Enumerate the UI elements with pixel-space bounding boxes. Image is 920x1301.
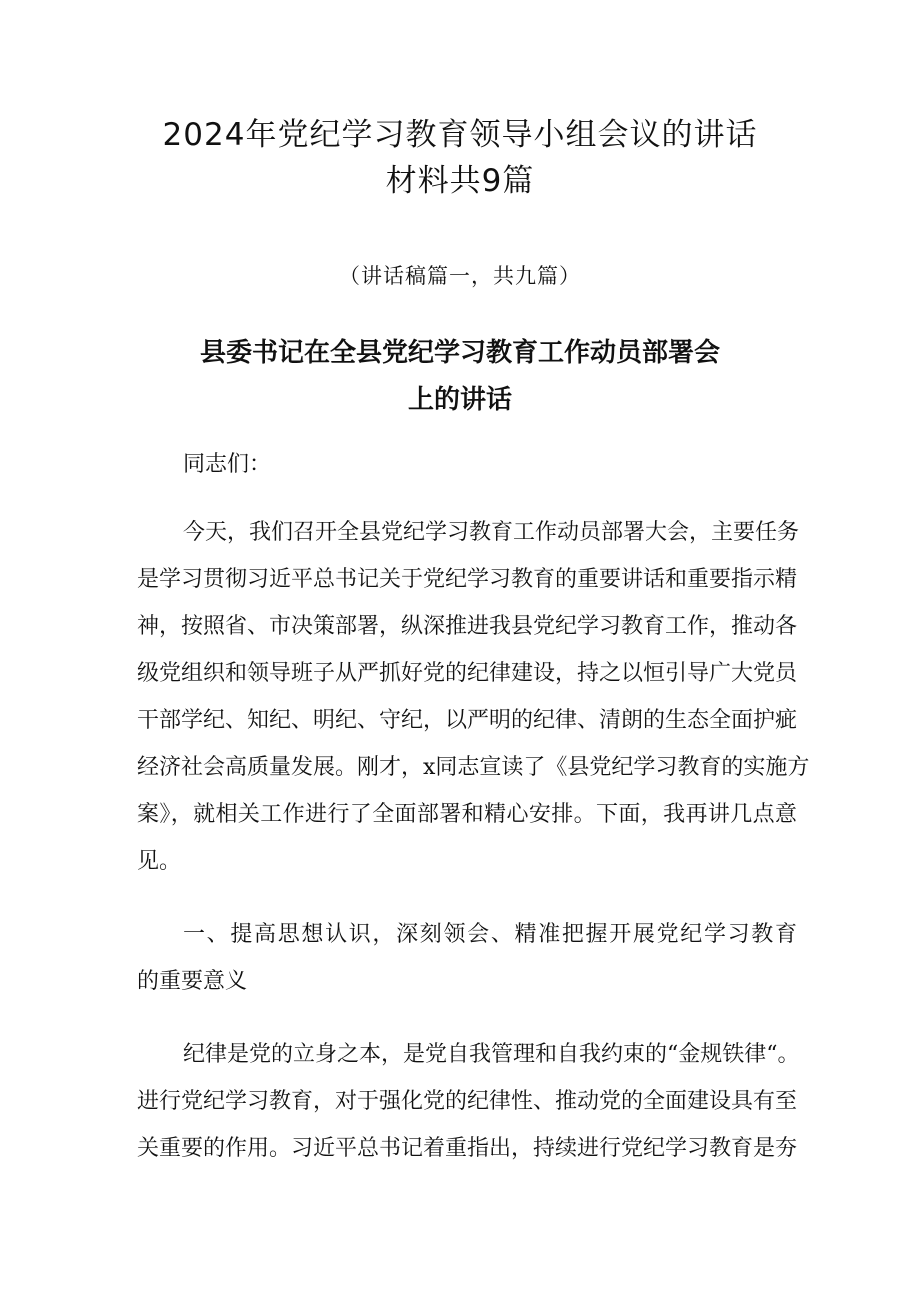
document-title-line-1: 2024年党纪学习教育领导小组会议的讲话 bbox=[162, 117, 758, 153]
paragraph-line: 神，按照省、市决策部署，纵深推进我县党纪学习教育工作，推动各 bbox=[137, 614, 798, 639]
paragraph-line: 是学习贯彻习近平总书记关于党纪学习教育的重要讲话和重要指示精 bbox=[137, 567, 798, 592]
paragraph-line: 干部学纪、知纪、明纪、守纪，以严明的纪律、清朗的生态全面护疵 bbox=[137, 708, 798, 733]
paragraph-line: 经济社会高质量发展。刚才，x同志宣读了《县党纪学习教育的实施方 bbox=[137, 755, 810, 780]
paragraph-line: 纪律是党的立身之本，是党自我管理和自我约束的“金规铁律“。 bbox=[183, 1042, 800, 1067]
paragraph-line: 见。 bbox=[137, 849, 182, 874]
speech-title-line-1: 县委书记在全县党纪学习教育工作动员部署会 bbox=[199, 338, 720, 368]
salutation: 同志们： bbox=[183, 452, 272, 477]
speech-title-line-2: 上的讲话 bbox=[407, 385, 512, 415]
section-heading-line: 一、提高思想认识，深刻领会、精准把握开展党纪学习教育 bbox=[183, 922, 797, 947]
paragraph-line: 关重要的作用。习近平总书记着重指出，持续进行党纪学习教育是夯 bbox=[137, 1136, 798, 1161]
paragraph-line: 今天，我们召开全县党纪学习教育工作动员部署大会，主要任务 bbox=[183, 520, 800, 545]
paragraph-line: 进行党纪学习教育，对于强化党的纪律性、推动党的全面建设具有至 bbox=[137, 1089, 798, 1114]
paragraph-line: 级党组织和领导班子从严抓好党的纪律建设，持之以恒引导广大党员 bbox=[137, 661, 798, 686]
document-title-line-2: 材料共9篇 bbox=[385, 163, 535, 199]
section-heading-line: 的重要意义 bbox=[137, 969, 248, 994]
paragraph-line: 案》，就相关工作进行了全面部署和精心安排。下面，我再讲几点意 bbox=[137, 802, 797, 827]
document-subtitle: （讲话稿篇一，共九篇） bbox=[339, 264, 581, 288]
